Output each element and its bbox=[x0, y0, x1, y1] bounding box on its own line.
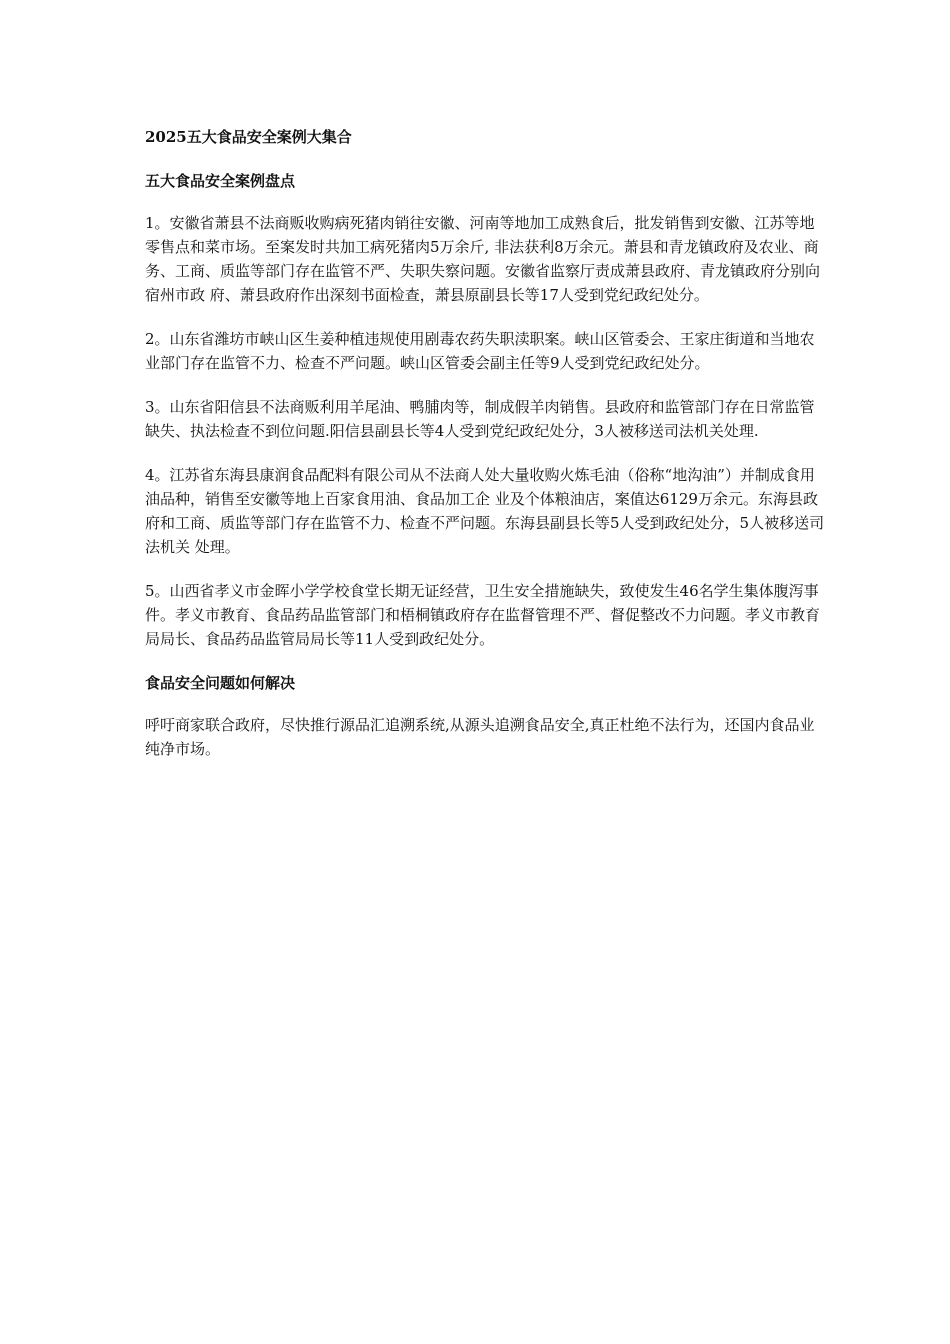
case-item-5: 5。山西省孝义市金晖小学学校食堂长期无证经营，卫生安全措施缺失，致使发生46名学生集体腹泻事件。孝义市教育、食品药品监管部门和梧桐镇政府存在监督管理不严、督促整改不力问题。孝义市教育局局长、食品药品监管局局长等11人受到政纪处分。 bbox=[145, 582, 821, 648]
solution-paragraph: 呼吁商家联合政府，尽快推行源品汇追溯系统,从源头追溯食品安全,真正杜绝不法行为，还国内食品业纯净市场。 bbox=[145, 716, 815, 758]
section-heading-solution: 食品安全问题如何解决 bbox=[145, 674, 296, 692]
case-item-1: 1。安徽省萧县不法商贩收购病死猪肉销往安徽、河南等地加工成熟食后，批发销售到安徽、江苏等地零售点和菜市场。至案发时共加工病死猪肉5万余斤, 非法获利8万余元。萧县和青龙镇政府及农业、商务、工商、质监等部门存在监管不严、失职失察问题。安徽省监察厅责成萧县政府、青龙镇政府分别向宿州市政 府、萧县政府作出深刻书面检查，萧县原副县长等17人受到党纪政纪处分。 bbox=[145, 214, 821, 304]
case-item-2: 2。山东省潍坊市峡山区生姜种植违规使用剧毒农药失职渎职案。峡山区管委会、王家庄街道和当地农业部门存在监管不力、检查不严问题。峡山区管委会副主任等9人受到党纪政纪处分。 bbox=[145, 330, 815, 372]
case-item-3: 3。山东省阳信县不法商贩利用羊尾油、鸭脯肉等，制成假羊肉销售。县政府和监管部门存在日常监管缺失、执法检查不到位问题.阳信县副县长等4人受到党纪政纪处分，3人被移送司法机关处理. bbox=[145, 398, 815, 440]
section-heading-cases: 五大食品安全案例盘点 bbox=[145, 172, 296, 190]
document-page bbox=[145, 125, 825, 761]
case-item-4: 4。江苏省东海县康润食品配料有限公司从不法商人处大量收购火炼毛油（俗称“地沟油”）并制成食用油品种，销售至安徽等地上百家食用油、食品加工企 业及个体粮油店，案值达6129万余元。东海县政府和工商、质监等部门存在监管不力、检查不严问题。东海县副县长等5人受到政纪处分，5人被移送司法机关 处理。 bbox=[145, 466, 825, 556]
document-title: 2025五大食品安全案例大集合 bbox=[145, 128, 352, 146]
case-list bbox=[145, 211, 825, 651]
